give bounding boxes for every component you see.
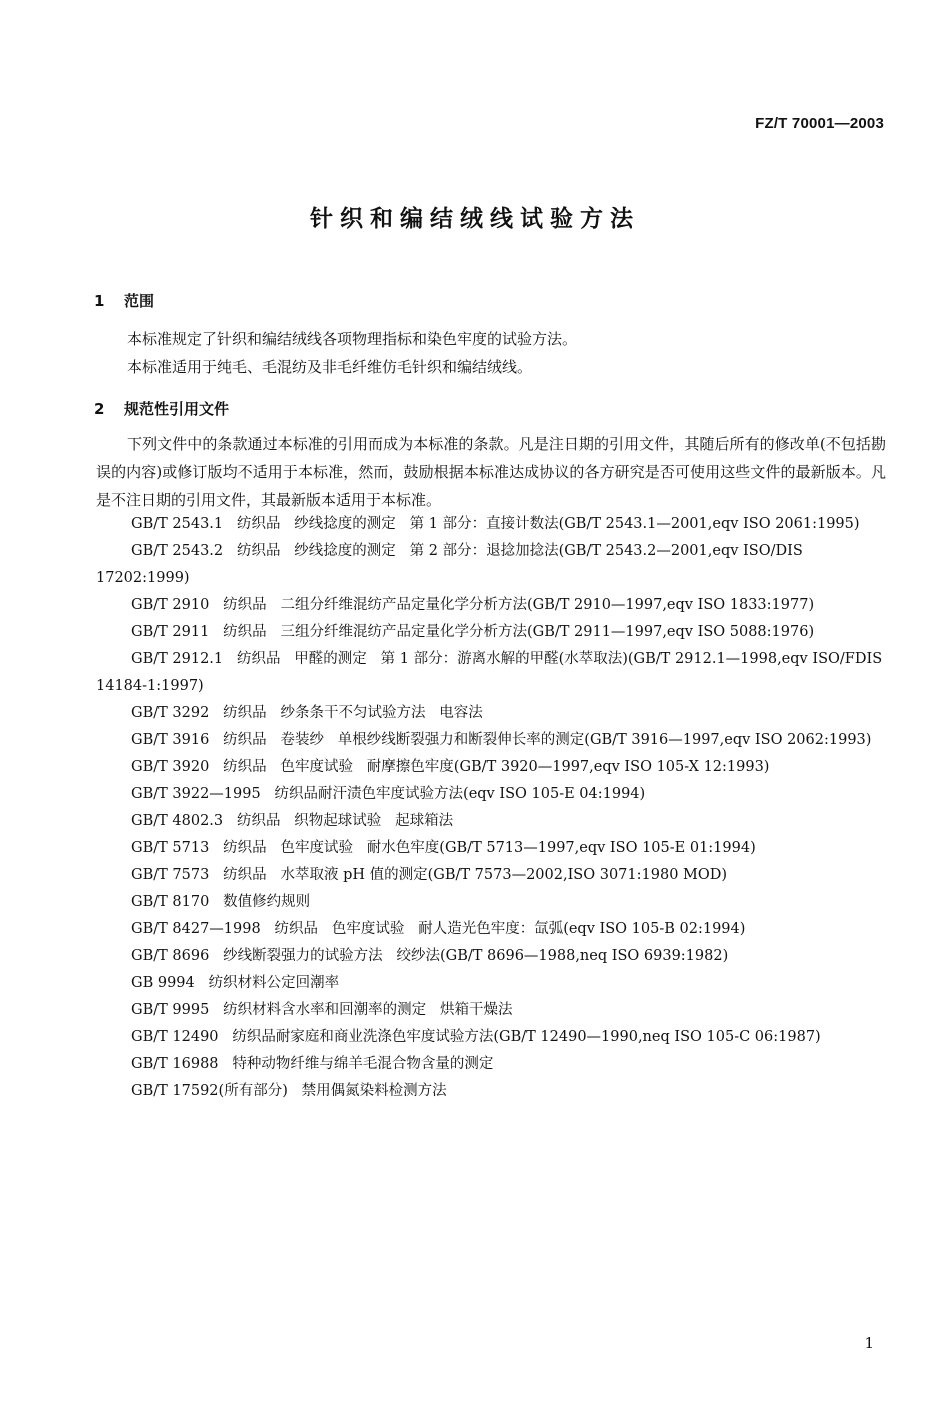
section-number: 2 <box>94 400 105 418</box>
reference-item: GB/T 5713 纺织品 色牢度试验 耐水色牢度(GB/T 5713—1997,eqv ISO 105-E 01:1994) <box>131 840 756 856</box>
paragraph: 本标准适用于纯毛、毛混纺及非毛纤维仿毛针织和编结绒线。 <box>127 358 533 376</box>
reference-item: GB/T 9995 纺织材料含水率和回潮率的测定 烘箱干燥法 <box>131 1002 513 1018</box>
reference-item: GB/T 2912.1 纺织品 甲醛的测定 第 1 部分：游离水解的甲醛(水萃取法)(GB/T 2912.1—1998,eqv ISO/FDIS 14184-1:1997) <box>96 651 887 694</box>
reference-item: GB/T 2911 纺织品 三组分纤维混纺产品定量化学分析方法(GB/T 2911—1997,eqv ISO 5088:1976) <box>131 624 815 640</box>
reference-item: GB/T 8427—1998 纺织品 色牢度试验 耐人造光色牢度：氙弧(eqv ISO 105-B 02:1994) <box>131 921 746 937</box>
reference-item: GB/T 12490 纺织品耐家庭和商业洗涤色牢度试验方法(GB/T 12490—1990,neq ISO 105-C 06:1987) <box>131 1029 821 1045</box>
reference-item: GB/T 4802.3 纺织品 织物起球试验 起球箱法 <box>131 813 454 829</box>
section-heading-normative-references <box>94 398 229 419</box>
section-heading-scope <box>94 290 154 311</box>
reference-item: GB/T 16988 特种动物纤维与绵羊毛混合物含量的测定 <box>131 1056 494 1072</box>
reference-item: GB/T 2543.2 纺织品 纱线捻度的测定 第 2 部分：退捻加捻法(GB/T 2543.2—2001,eqv ISO/DIS 17202:1999) <box>96 543 808 586</box>
section-body-scope <box>96 325 886 381</box>
section-title: 范围 <box>124 292 155 310</box>
document-number: FZ/T 70001—2003 <box>755 115 884 132</box>
document-title: 针织和编结绒线试验方法 <box>310 206 640 232</box>
paragraph: 本标准规定了针织和编结绒线各项物理指标和染色牢度的试验方法。 <box>127 330 578 348</box>
section-body-normative-references <box>96 430 886 514</box>
reference-list <box>96 511 886 1105</box>
reference-item: GB/T 3292 纺织品 纱条条干不匀试验方法 电容法 <box>131 705 483 721</box>
reference-item: GB/T 7573 纺织品 水萃取液 pH 值的测定(GB/T 7573—2002,ISO 3071:1980 MOD) <box>131 867 728 883</box>
page-number: 1 <box>864 1334 874 1352</box>
reference-item: GB/T 8696 纱线断裂强力的试验方法 绞纱法(GB/T 8696—1988,neq ISO 6939:1982) <box>131 948 729 964</box>
reference-item: GB/T 2543.1 纺织品 纱线捻度的测定 第 1 部分：直接计数法(GB/T 2543.1—2001,eqv ISO 2061:1995) <box>131 516 860 532</box>
section-title: 规范性引用文件 <box>124 400 230 418</box>
section-number: 1 <box>94 292 105 310</box>
reference-item: GB/T 3920 纺织品 色牢度试验 耐摩擦色牢度(GB/T 3920—1997,eqv ISO 105-X 12:1993) <box>131 759 770 775</box>
reference-item: GB/T 17592(所有部分) 禁用偶氮染料检测方法 <box>131 1083 447 1099</box>
reference-item: GB/T 2910 纺织品 二组分纤维混纺产品定量化学分析方法(GB/T 2910—1997,eqv ISO 1833:1977) <box>131 597 815 613</box>
reference-item: GB/T 3922—1995 纺织品耐汗渍色牢度试验方法(eqv ISO 105-E 04:1994) <box>131 786 646 802</box>
reference-item: GB/T 3916 纺织品 卷装纱 单根纱线断裂强力和断裂伸长率的测定(GB/T 3916—1997,eqv ISO 2062:1993) <box>131 732 872 748</box>
reference-item: GB 9994 纺织材料公定回潮率 <box>131 975 340 991</box>
reference-item: GB/T 8170 数值修约规则 <box>131 894 311 910</box>
paragraph: 下列文件中的条款通过本标准的引用而成为本标准的条款。凡是注日期的引用文件，其随后所有的修改单(不包括勘误的内容)或修订版均不适用于本标准，然而，鼓励根据本标准达成协议的各方研究是否可使用这些文件的最新版本。凡是不注日期的引用文件，其最新版本适用于本标准。 <box>96 435 886 509</box>
